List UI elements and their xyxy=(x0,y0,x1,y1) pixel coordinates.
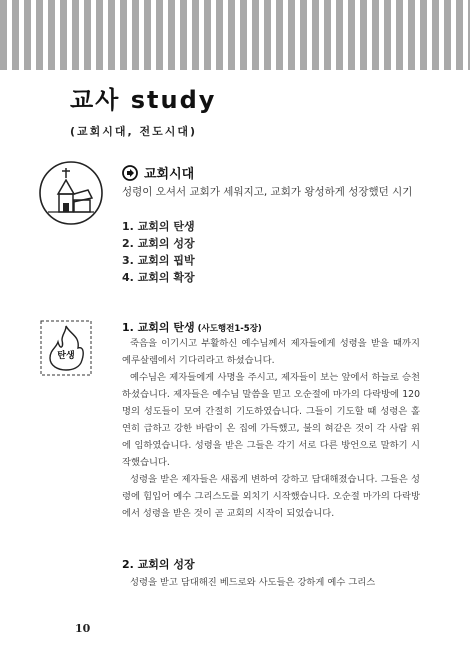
chapter2-title: 2. 교회의 성장 xyxy=(122,558,195,571)
chapter1-title xyxy=(122,319,262,335)
paragraph: 성령을 받고 담대해진 베드로와 사도들은 강하게 예수 그리스 xyxy=(130,577,376,588)
list-item: 1. 교회의 탄생 xyxy=(122,220,195,233)
chapter1-body xyxy=(122,335,420,522)
church-icon xyxy=(38,160,104,226)
flame-badge xyxy=(40,320,92,376)
chapter1-heading: 1. 교회의 탄생 xyxy=(122,321,195,334)
striped-header-band xyxy=(0,0,470,70)
list-item: 4. 교회의 확장 xyxy=(122,271,195,284)
flame-icon xyxy=(50,326,83,370)
contents-list xyxy=(122,218,195,286)
section-heading xyxy=(122,163,194,182)
page-title: 교사 study xyxy=(70,86,217,114)
paragraph: 죽음을 이기시고 부활하신 예수님께서 제자들에게 성령을 받을 때까지 예루살렘에서 기다리라고 하셨습니다. xyxy=(122,338,420,366)
list-item: 2. 교회의 성장 xyxy=(122,237,195,250)
chapter2-body xyxy=(122,574,420,591)
badge-label: 탄생 xyxy=(57,351,75,361)
list-item: 3. 교회의 핍박 xyxy=(122,254,195,267)
section-title: 교회시대 xyxy=(144,167,195,182)
title-block xyxy=(70,80,370,139)
section-intro: 성령이 오셔서 교회가 세워지고, 교회가 왕성하게 성장했던 시기 xyxy=(122,186,413,198)
page-subtitle: (교회시대, 전도시대) xyxy=(70,125,198,138)
arrow-right-circle-icon xyxy=(122,165,138,181)
paragraph: 성령을 받은 제자들은 새롭게 변하여 강하고 담대해졌습니다. 그들은 성령에 힘입어 예수 그리스도를 외치기 시작했습니다. 오순절 마가의 다락방에서 성령을 받은 것이 곧 교회의 시작이 되었습니다. xyxy=(122,474,420,519)
page-number: 10 xyxy=(75,622,91,635)
chapter1-reference: (사도행전1-5장) xyxy=(197,324,262,334)
paragraph: 예수님은 제자들에게 사명을 주시고, 제자들이 보는 앞에서 하늘로 승천하셨습니다. 제자들은 예수님 말씀을 믿고 오순절에 마가의 다락방에 120명의 성도들이 모여 간절히 기도하였습니다. 그들이 기도할 때 성령은 홀연히 급하고 강한 바람이 온 집에 가득했고, 불의 혀같은 것이 각 사람 위에 임하였습니다. 성령을 받은 그들은 각기 서로 다른 방언으로 말하기 시작했습니다. xyxy=(122,372,420,468)
